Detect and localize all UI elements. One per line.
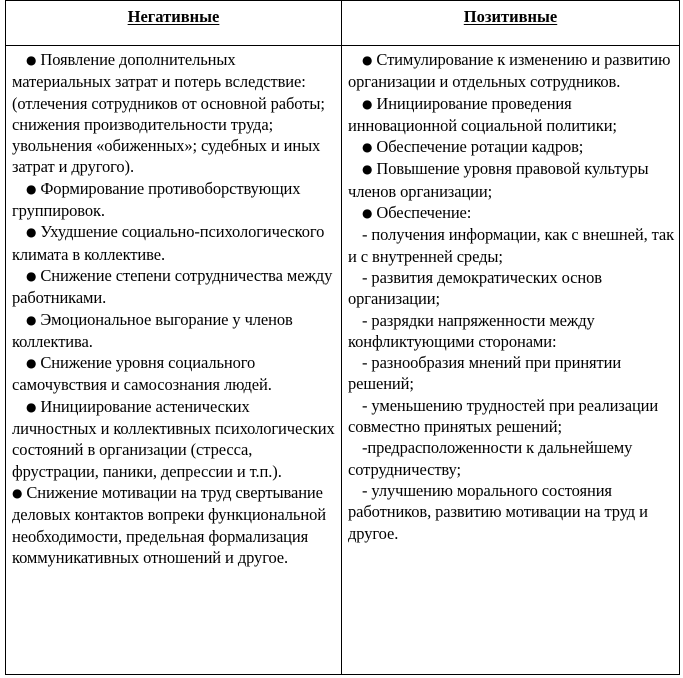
header-negative: Негативные [127,7,220,26]
header-positive: Позитивные [463,7,558,26]
positive-item [348,93,675,137]
positive-item-text: - получения информации, как с внешней, так и с внутренней среды; [348,225,675,266]
bullet-icon: ● [26,53,37,67]
negative-item-text: Снижение уровня социального самочувствия и самосознания людей. [12,353,272,395]
negative-item [12,265,337,309]
bullet-icon: ● [362,96,373,111]
positive-item [348,49,675,93]
bullet-icon: ● [362,140,373,155]
positive-item-text: - разнообразия мнений при принятии решений; [348,353,622,394]
positive-item [348,480,675,544]
negative-item [12,396,337,482]
positive-item [348,395,675,438]
positive-item-text: - уменьшению трудностей при реализации совместно принятых решений; [348,395,659,437]
positive-item [348,158,675,202]
positive-cell [342,46,680,675]
negative-item-text: Инициирование астенических личностных и коллективных психологических состояний в организации (стресса, фрустрации, паники, депрессии и т.п.). [12,396,335,481]
positive-item [348,352,675,395]
negative-item-text: Эмоциональное выгорание у членов коллектива. [12,309,293,351]
positive-item [348,224,675,267]
header-cell-positive [342,1,680,46]
positive-item [348,202,675,224]
negative-item [12,221,337,265]
negative-item-text: Снижение мотивации на труд свертывание деловых контактов вопреки функциональной необходимости, предельная формализация коммуникативных отношений и другое. [12,482,326,567]
bullet-icon: ● [12,485,23,500]
negative-item-text: Формирование противоборствующих группировок. [12,178,301,221]
positive-item-text: - развития демократических основ организации; [348,267,602,309]
negative-item [12,482,337,568]
bullet-icon: ● [26,399,37,414]
positive-item [348,136,675,158]
bullet-icon: ● [26,312,37,327]
bullet-icon: ● [362,206,373,221]
bullet-icon: ● [26,268,37,283]
negative-item-text: Появление дополнительных материальных затрат и потерь вследствие: (отлечения сотрудников от основной работы; снижения производительности труда; увольнения «обиженных»; судебных и иных затрат и другого). [12,50,325,177]
positive-item-text: - улучшению морального состояния работников, развитию мотивации на труд и другое. [348,480,648,543]
bullet-icon: ● [26,225,37,240]
positive-list [348,49,675,544]
negative-item-text: Снижение степени сотрудничества между работниками. [12,265,333,308]
negative-cell [6,46,342,675]
negative-item [12,178,337,222]
negative-item-text: Ухудшение социально-психологического климата в коллективе. [12,222,325,264]
comparison-table [5,0,680,675]
positive-item-text: -предрасположенности к дальнейшему сотрудничеству; [348,438,633,479]
bullet-icon: ● [362,162,373,177]
bullet-icon: ● [26,181,37,196]
positive-item-text: - разрядки напряженности между конфликтующими сторонами: [348,310,595,351]
negative-item [12,49,337,178]
negative-item [12,309,337,353]
positive-item [348,310,675,353]
bullet-icon: ● [362,53,373,67]
positive-item-text: Обеспечение: [376,203,472,223]
positive-item-text: Инициирование проведения инновационной социальной политики; [348,93,617,135]
positive-item [348,267,675,310]
positive-item [348,437,675,480]
positive-item-text: Обеспечение ротации кадров; [376,137,584,157]
bullet-icon: ● [26,356,37,371]
negative-list [12,49,337,568]
table-header-row [6,1,680,46]
positive-item-text: Стимулирование к изменению и развитию организации и отдельных сотрудников. [348,50,671,92]
header-cell-negative [6,1,342,46]
negative-item [12,352,337,396]
positive-item-text: Повышение уровня правовой культуры членов организации; [348,159,649,201]
table-body-row [6,46,680,675]
